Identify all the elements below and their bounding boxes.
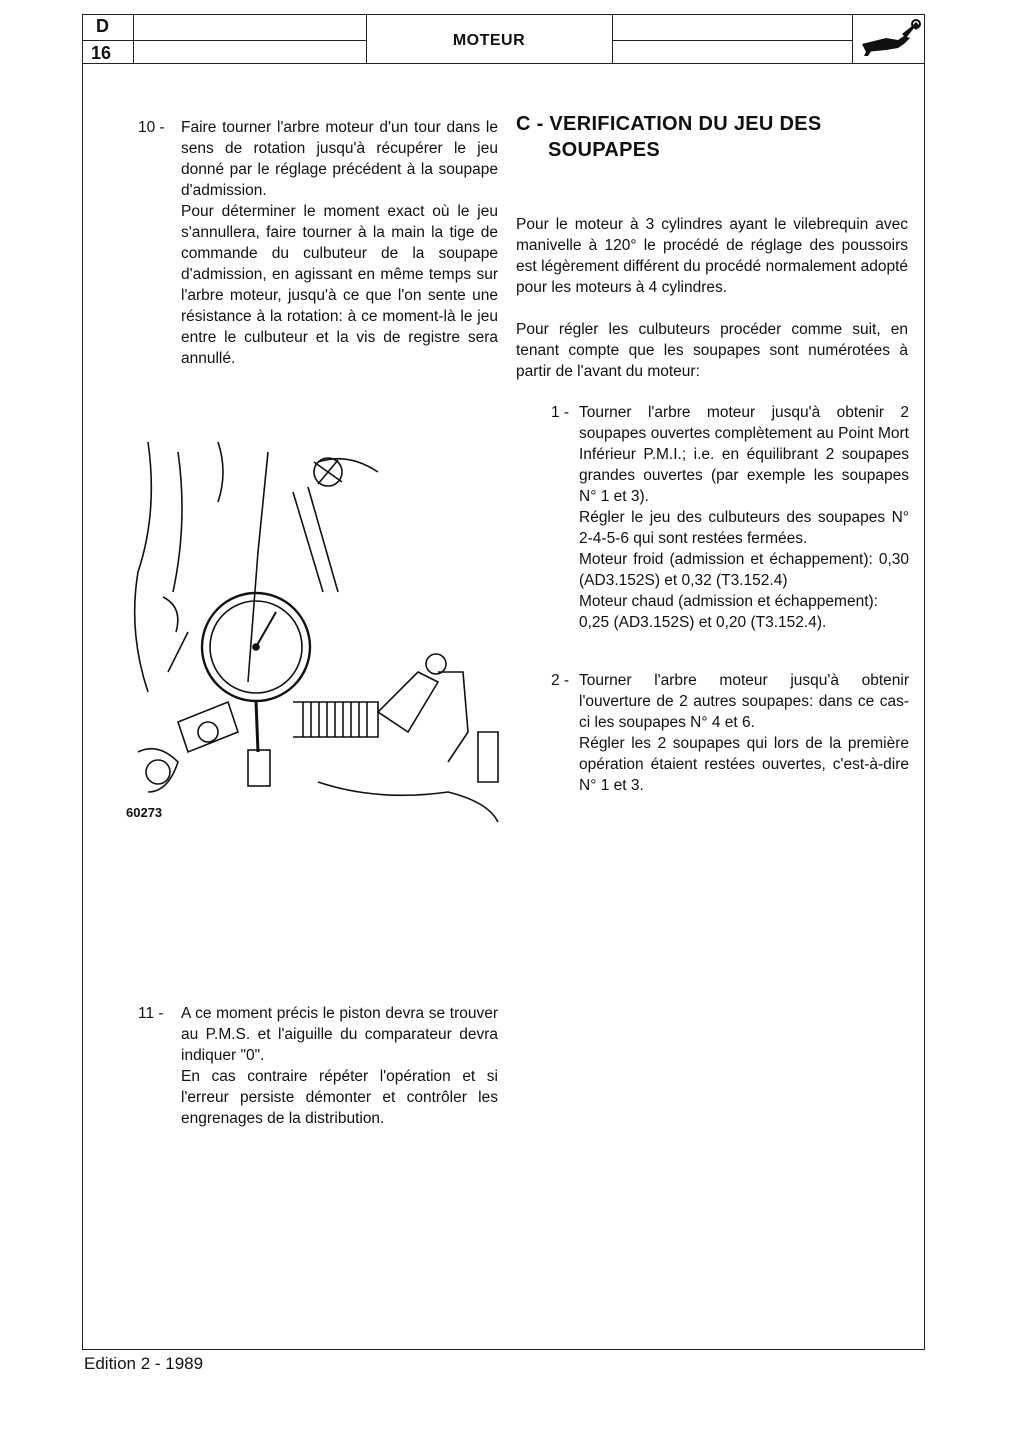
step-number: 2 - xyxy=(551,672,570,689)
section-letter: D xyxy=(96,16,109,36)
header-rule xyxy=(82,40,133,41)
header-rule xyxy=(612,40,852,41)
section-title-line2: SOUPAPES xyxy=(548,139,661,161)
step-1-text: Tourner l'arbre moteur jusqu'à obtenir 2 soupapes ouvertes complètement au Point Mort Inférieur P.M.I.; i.e. en équilibrant 2 soupapes grandes ouvertes (par exemple les soupapes N° 1 et 3). Régler le jeu des culbuteurs des soupapes N° 2-4-5-6 qui sont restées fermées. Moteur froid (admission et échappement): 0,30 (AD3.152S) et 0,32 (T3.152.4) Moteur chaud (admission et échappement): 0,25 (AD3.152S) et 0,20 (T3.152.4). xyxy=(579,404,909,631)
header-bottom-rule xyxy=(82,63,925,64)
step-number: 10 - xyxy=(138,119,165,136)
page-number: 16 xyxy=(91,43,112,63)
intro-paragraph: Pour régler les culbuteurs procéder comme suit, en tenant compte que les soupapes sont numérotées à partir de l'avant du moteur: xyxy=(516,321,908,380)
section-title-line1: C - VERIFICATION DU JEU DES xyxy=(516,113,822,135)
step-10-text: Faire tourner l'arbre moteur d'un tour dans le sens de rotation jusqu'à récupérer le jeu donné par le réglage précédent à la soupape d'admission. Pour déterminer le moment exact où le jeu s'annullera, faire tourner à la main la tige de commande du culbuteur de la soupape d'admission, en agissant en même temps sur l'arbre moteur, jusqu'à ce que l'on sente une résistance à la rotation: à ce moment-là le jeu entre le culbuteur et la vis de registre sera annullé. xyxy=(181,119,498,367)
intro-paragraph: Pour le moteur à 3 cylindres ayant le vilebrequin avec manivelle à 120° le procédé de réglage des poussoirs est légèrement différent du procédé normalement adopté pour les moteurs à 4 cylindres. xyxy=(516,216,908,296)
step-11-text: A ce moment précis le piston devra se trouver au P.M.S. et l'aiguille du comparateur devra indiquer "0". En cas contraire répéter l'opération et si l'erreur persiste démonter et contrôler les engrenages de la distribution. xyxy=(181,1005,498,1127)
step-number: 11 - xyxy=(138,1005,164,1022)
step-2-text: Tourner l'arbre moteur jusqu'à obtenir l'ouverture de 2 autres soupapes: dans ce cas-ci les soupapes N° 4 et 6. Régler les 2 soupapes qui lors de la première opération étaient restées ouvertes, c'est-à-dire N° 1 et 3. xyxy=(579,672,909,794)
header-divider xyxy=(133,14,134,63)
step-text xyxy=(181,117,498,369)
step-text xyxy=(181,1003,498,1129)
step-text xyxy=(579,670,909,796)
edition-footer: Edition 2 - 1989 xyxy=(84,1354,204,1373)
figure-reference: 60273 xyxy=(126,805,163,820)
step-text xyxy=(579,402,909,633)
step-number: 1 - xyxy=(551,404,570,421)
header-title: MOTEUR xyxy=(452,32,526,49)
header-rule xyxy=(133,40,366,41)
header-divider xyxy=(852,14,853,63)
section-title xyxy=(516,111,876,163)
wrench-hand-icon xyxy=(858,18,922,60)
header-divider xyxy=(612,14,613,63)
dial-gauge-illustration xyxy=(118,432,510,827)
